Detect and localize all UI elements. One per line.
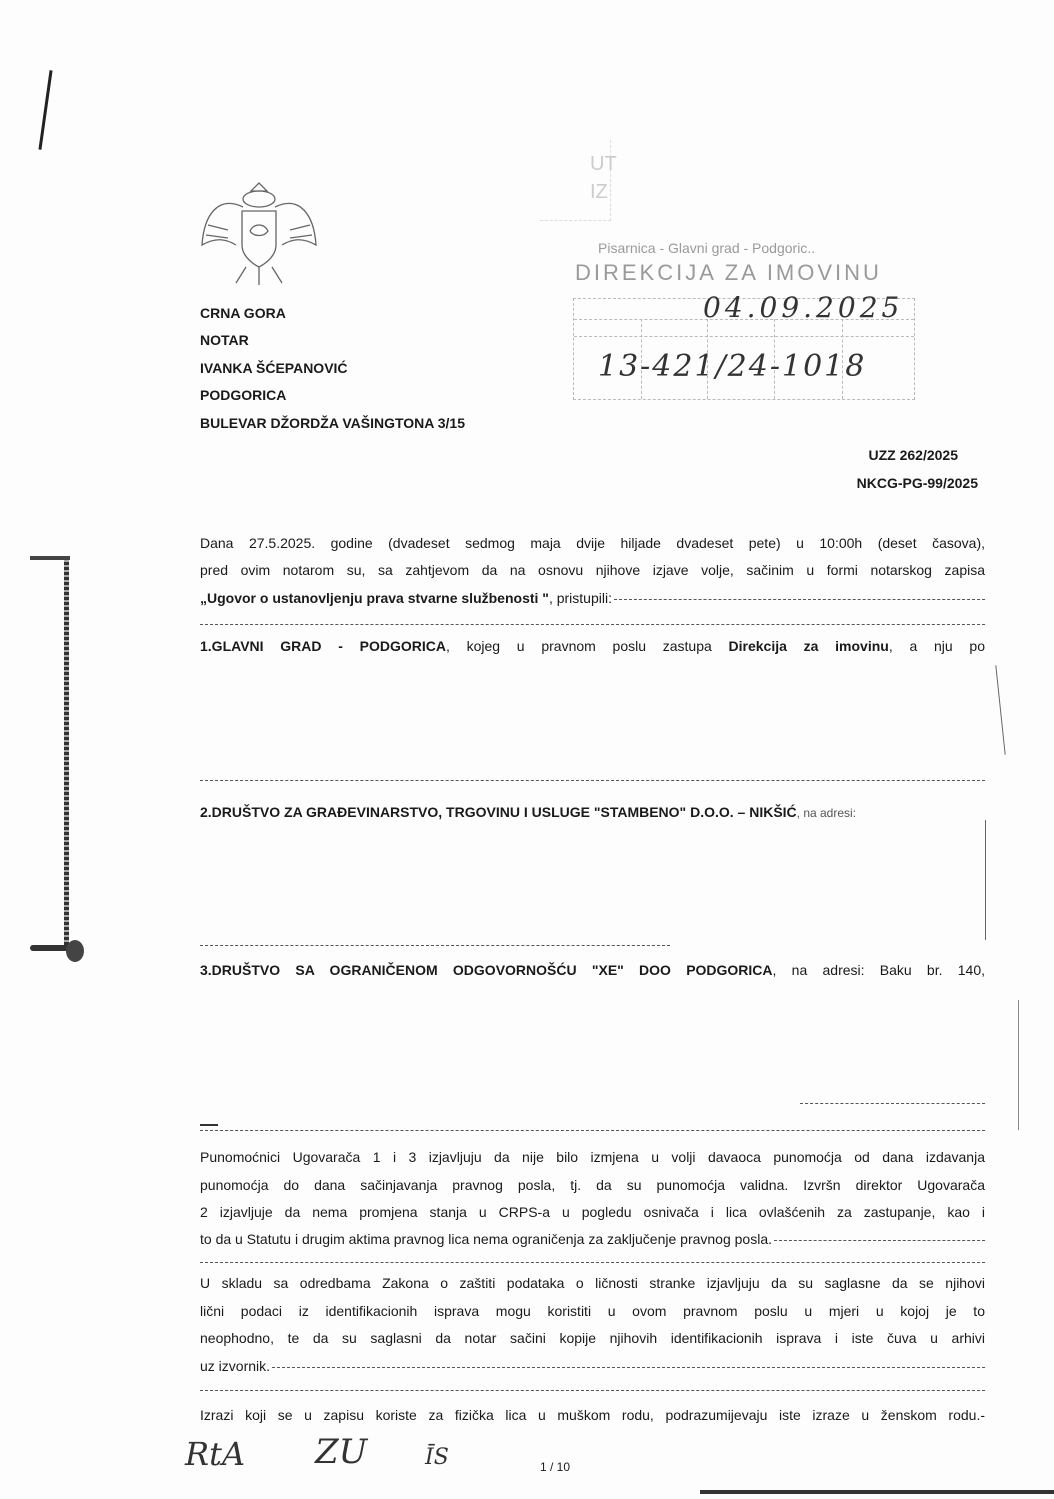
dashed-separator (200, 624, 985, 625)
initials-signature-3: ĪS (425, 1445, 449, 1470)
reference-nkcg: NKCG-PG-99/2025 (856, 475, 978, 491)
stamp-received-date: 04.09.2025 (703, 291, 904, 324)
initials-signature-1: RtA (185, 1435, 246, 1473)
party-1-name: 1.GLAVNI GRAD - PODGORICA (200, 638, 446, 654)
para2-line-3: neophodno, te da su saglasni da notar sačini kopije njihovih identifikacionih isprava i iste čuva u arhivi (200, 1330, 985, 1346)
party-1 (200, 637, 985, 655)
header-country: CRNA GORA (200, 305, 286, 321)
margin-pen-line (985, 820, 986, 940)
party-3-text: , na adresi: Baku br. 140, (772, 962, 985, 978)
page-number: 1 / 10 (540, 1460, 571, 1474)
para1-line-4 (200, 1230, 985, 1248)
reference-uzz: UZZ 262/2025 (868, 447, 958, 463)
pen-mark (200, 1124, 218, 1126)
para1-line-4-text: to da u Statutu i drugim aktima pravnog lica nema ograničenja za zaključenje pravnog posla. (200, 1231, 772, 1247)
party-1-text: , kojeg u pravnom poslu zastupa (445, 638, 729, 654)
para3: Izrazi koji se u zapisu koriste za fizička lica u muškom rodu, podrazumijevaju iste izraze u ženskom rodu.- (200, 1407, 985, 1423)
para1-line-1: Punomoćnici Ugovarača 1 i 3 izjavljuju da nije bilo izmjena u volji davaoca punomoćja od dana izdavanja (200, 1149, 985, 1165)
para2-line-4-text: uz izvornik. (200, 1358, 271, 1374)
binding-cord-top (30, 556, 70, 560)
party-3 (200, 961, 985, 979)
party-2 (200, 803, 985, 822)
header-title: NOTAR (200, 332, 249, 348)
initials-signature-2: ZU (315, 1432, 368, 1472)
dashed-separator (200, 945, 670, 946)
page-edge-shadow (700, 1490, 1054, 1494)
stamp-registry-line: Pisarnica - Glavni grad - Podgoric.. (598, 240, 816, 256)
para2-line-2: lični podaci iz identifikacionih isprava mogu koristiti u ovom pravnom poslu u mjeri u kojoj je to (200, 1303, 985, 1319)
binding-cord (64, 560, 69, 945)
pen-mark (38, 70, 52, 150)
para2-line-1: U skladu sa odredbama Zakona o zaštiti podataka o ličnosti stranke izjavljuju da su saglasne da se njihovi (200, 1275, 985, 1291)
header-address: BULEVAR DŽORDŽA VAŠINGTONA 3/15 (200, 415, 465, 431)
coat-of-arms-icon (198, 175, 320, 293)
header-city: PODGORICA (200, 387, 287, 403)
header-notary-name: IVANKA ŠĆEPANOVIĆ (200, 360, 348, 376)
intro-line-3 (200, 589, 985, 607)
faded-stamp-text: UT IZ (590, 153, 617, 203)
intro-line-1: Dana 27.5.2025. godine (dvadeset sedmog maja dvije hiljade dvadeset pete) u 10:00h (deset časova), (200, 535, 985, 551)
party-2-text: , na adresi: (796, 806, 857, 820)
intro-line-2: pred ovim notarom su, sa zahtjevom da na osnovu njihove izjave volje, sačinim u formi notarskog zapisa (200, 562, 985, 578)
para1-line-3: 2 izjavljuje da nema promjena stanja u CRPS-a u pogledu osnivača i lica ovlašćenih za zastupanje, kao i (200, 1204, 985, 1220)
margin-pen-line (1018, 1000, 1019, 1130)
para1-line-2: punomoćja do dana sačinjavanja pravnog posla, tj. da su punomoćja validna. Izvršn direktor Ugovarača (200, 1177, 985, 1193)
intro-line-3-rest: , pristupili: (548, 590, 612, 606)
dashed-separator (200, 1262, 985, 1263)
contract-title: „Ugovor o ustanovljenju prava stvarne službenosti " (200, 590, 549, 606)
margin-pen-line (995, 665, 1005, 755)
party-3-name: 3.DRUŠTVO SA OGRANIČENOM ODGOVORNOŠĆU "XE" DOO PODGORICA (200, 962, 773, 978)
party-1-representative: Direkcija za imovinu (728, 638, 889, 654)
para2-line-4 (200, 1357, 985, 1375)
dashed-separator (200, 780, 985, 781)
dashed-separator (800, 1103, 985, 1104)
stamp-office-name: DIREKCIJA ZA IMOVINU (575, 260, 882, 285)
binding-knot (66, 940, 84, 962)
dashed-separator (200, 1130, 985, 1131)
stamp-registry-number: 13-421/24-1018 (598, 349, 867, 384)
party-1-text-2: , a nju po (888, 638, 985, 654)
dashed-separator (200, 1390, 985, 1391)
party-2-name: 2.DRUŠTVO ZA GRAĐEVINARSTVO, TRGOVINU I USLUGE "STAMBENO" D.O.O. – NIKŠIĆ (200, 804, 797, 820)
